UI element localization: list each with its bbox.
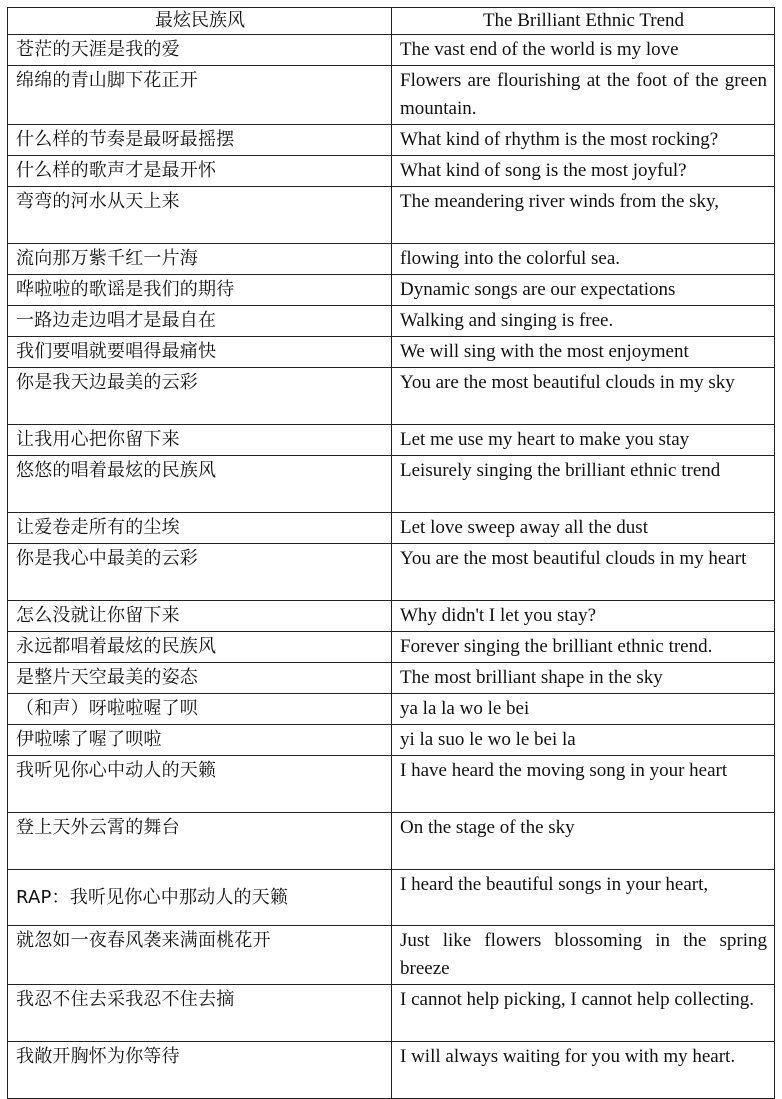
header-row [8, 8, 775, 35]
chinese-lyric: 我听见你心中动人的天籁 [8, 756, 392, 813]
chinese-lyric: （和声）呀啦啦喔了呗 [8, 694, 392, 725]
chinese-lyric: 就忽如一夜春风袭来满面桃花开 [8, 926, 392, 985]
chinese-lyric: 我们要唱就要唱得最痛快 [8, 337, 392, 368]
table-row [8, 125, 775, 156]
english-lyric: The vast end of the world is my love [392, 35, 775, 66]
english-lyric: What kind of rhythm is the most rocking? [392, 125, 775, 156]
english-lyric: ya la la wo le bei [392, 694, 775, 725]
english-lyric: We will sing with the most enjoyment [392, 337, 775, 368]
chinese-lyric: 悠悠的唱着最炫的民族风 [8, 456, 392, 513]
table-row [8, 35, 775, 66]
english-lyric: I will always waiting for you with my heart. [392, 1042, 775, 1099]
chinese-lyric: 什么样的歌声才是最开怀 [8, 156, 392, 187]
table-row [8, 926, 775, 985]
chinese-lyric: 你是我天边最美的云彩 [8, 368, 392, 425]
table-row [8, 985, 775, 1042]
english-lyric: You are the most beautiful clouds in my sky [392, 368, 775, 425]
english-lyric: Dynamic songs are our expectations [392, 275, 775, 306]
chinese-lyric: 伊啦嗦了喔了呗啦 [8, 725, 392, 756]
table-row [8, 601, 775, 632]
header-english-title: The Brilliant Ethnic Trend [392, 8, 775, 35]
chinese-lyric: 哗啦啦的歌谣是我们的期待 [8, 275, 392, 306]
table-row [8, 456, 775, 513]
table-row [8, 244, 775, 275]
table-row [8, 544, 775, 601]
table-row [8, 187, 775, 244]
table-row [8, 1042, 775, 1099]
table-row [8, 725, 775, 756]
chinese-lyric: 绵绵的青山脚下花正开 [8, 66, 392, 125]
english-lyric: Leisurely singing the brilliant ethnic trend [392, 456, 775, 513]
lyrics-table [7, 7, 775, 1099]
english-lyric: Walking and singing is free. [392, 306, 775, 337]
table-row [8, 513, 775, 544]
table-row [8, 632, 775, 663]
english-lyric: Flowers are flourishing at the foot of the green mountain. [392, 66, 775, 125]
chinese-lyric: 弯弯的河水从天上来 [8, 187, 392, 244]
chinese-lyric: 流向那万紫千红一片海 [8, 244, 392, 275]
english-lyric: Forever singing the brilliant ethnic trend. [392, 632, 775, 663]
table-row [8, 813, 775, 870]
chinese-lyric: 什么样的节奏是最呀最摇摆 [8, 125, 392, 156]
chinese-lyric: RAP：我听见你心中那动人的天籁 [8, 870, 392, 926]
english-lyric: The most brilliant shape in the sky [392, 663, 775, 694]
chinese-lyric: 我敞开胸怀为你等待 [8, 1042, 392, 1099]
english-lyric: Just like flowers blossoming in the spring breeze [392, 926, 775, 985]
table-row [8, 337, 775, 368]
english-lyric: yi la suo le wo le bei la [392, 725, 775, 756]
chinese-lyric: 登上天外云霄的舞台 [8, 813, 392, 870]
table-row [8, 425, 775, 456]
table-row [8, 368, 775, 425]
english-lyric: Let me use my heart to make you stay [392, 425, 775, 456]
chinese-lyric: 一路边走边唱才是最自在 [8, 306, 392, 337]
english-lyric: Let love sweep away all the dust [392, 513, 775, 544]
lyrics-document [7, 7, 775, 1099]
english-lyric: I cannot help picking, I cannot help collecting. [392, 985, 775, 1042]
table-row [8, 694, 775, 725]
english-lyric: flowing into the colorful sea. [392, 244, 775, 275]
chinese-lyric: 我忍不住去采我忍不住去摘 [8, 985, 392, 1042]
table-row [8, 756, 775, 813]
english-lyric: On the stage of the sky [392, 813, 775, 870]
chinese-lyric: 永远都唱着最炫的民族风 [8, 632, 392, 663]
english-lyric: The meandering river winds from the sky, [392, 187, 775, 244]
chinese-lyric: 你是我心中最美的云彩 [8, 544, 392, 601]
english-lyric: I have heard the moving song in your heart [392, 756, 775, 813]
english-lyric: Why didn't I let you stay? [392, 601, 775, 632]
table-row [8, 275, 775, 306]
table-row [8, 663, 775, 694]
table-row [8, 156, 775, 187]
english-lyric: What kind of song is the most joyful? [392, 156, 775, 187]
chinese-lyric: 让爱卷走所有的尘埃 [8, 513, 392, 544]
chinese-lyric: 苍茫的天涯是我的爱 [8, 35, 392, 66]
english-lyric: I heard the beautiful songs in your heart, [392, 870, 775, 926]
chinese-lyric: 怎么没就让你留下来 [8, 601, 392, 632]
chinese-lyric: 是整片天空最美的姿态 [8, 663, 392, 694]
table-row [8, 870, 775, 926]
header-chinese-title: 最炫民族风 [8, 8, 392, 35]
table-row [8, 66, 775, 125]
chinese-lyric: 让我用心把你留下来 [8, 425, 392, 456]
english-lyric: You are the most beautiful clouds in my heart [392, 544, 775, 601]
table-row [8, 306, 775, 337]
